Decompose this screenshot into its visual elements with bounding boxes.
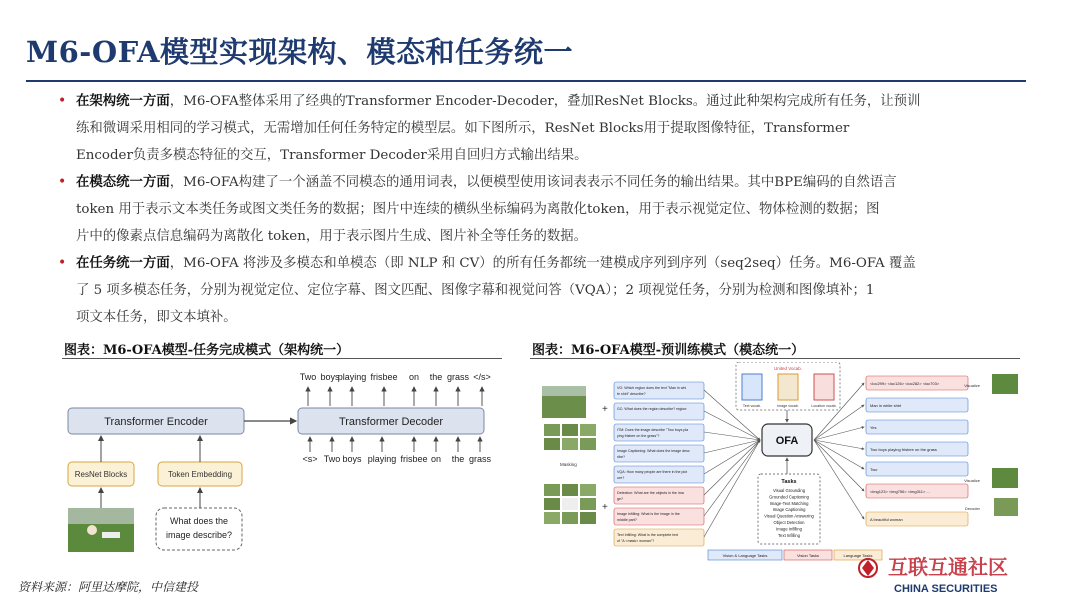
input-token: grass xyxy=(468,454,492,464)
vocab-image-label: Image vocab. xyxy=(777,404,799,408)
figure-caption-left: 图表：M6-OFA模型-任务完成模式（架构统一） xyxy=(64,343,350,358)
input-token: playing xyxy=(367,454,397,464)
task-input-text: VQA: How many people are there in the pict xyxy=(617,470,688,474)
task-output-box xyxy=(866,462,968,476)
task-input-text-cont: ure? xyxy=(617,476,625,480)
input-token: on xyxy=(430,454,442,464)
output-connector xyxy=(814,427,864,440)
architecture-diagram xyxy=(62,362,502,562)
bullet-dot-icon: • xyxy=(58,174,67,190)
title-divider xyxy=(26,80,1026,82)
output-token: grass xyxy=(446,372,470,382)
question-bubble xyxy=(156,508,242,550)
task-input-text: Text Infilling: What is the complete text xyxy=(617,533,679,537)
task-input-text-cont: of "A <mask> woman"? xyxy=(617,539,655,543)
bullet-lead: 在架构统一方面 xyxy=(76,93,170,109)
task-item: Text Infilling xyxy=(778,532,800,538)
question-line-1: What does the xyxy=(169,516,229,526)
output-token: Two xyxy=(299,372,317,382)
input-connector xyxy=(704,432,760,440)
image-grid-bottom xyxy=(544,484,596,524)
vocab-text-label: Text vocab. xyxy=(742,404,762,408)
task-input-text-cont: ribe? xyxy=(617,455,625,459)
logo-bottom-text: CHINA SECURITIES xyxy=(894,583,998,595)
caption-rule-left xyxy=(62,358,502,359)
input-token: the xyxy=(451,454,465,464)
unified-vocab-label: United Vocab. xyxy=(773,366,803,371)
input-tokens xyxy=(302,437,491,464)
figure-caption-right: 图表：M6-OFA模型-预训练模式（模态统一） xyxy=(532,343,805,358)
masking-label: Masking xyxy=(560,462,577,467)
source-note: 资料来源：阿里达摩院，中信建投 xyxy=(18,580,199,594)
task-item: Image Infilling xyxy=(776,526,802,532)
task-output-text: <img123> <img756> <img311> ... xyxy=(870,489,930,494)
output-tokens xyxy=(300,372,491,406)
task-output-text: Two boys playing frisbee on the grass xyxy=(870,447,937,452)
visualize-label-top: Visualize xyxy=(964,383,980,388)
bullet-text: ，M6-OFA 将涉及多模态和单模态（即 NLP 和 CV）的所有任务都统一建模成序列到序列（seq2seq）任务。M6-OFA 覆盖 xyxy=(169,256,916,271)
input-token: Two xyxy=(323,454,341,464)
task-input-text-cont: ying frisbee on the grass"? xyxy=(617,434,660,438)
output-token: playing xyxy=(337,372,367,382)
bullet-text: Encoder负责多模态特征的交互，Transformer Decoder采用自回归方式输出结果。 xyxy=(76,148,588,163)
task-input-box xyxy=(614,424,704,441)
task-item: Visual Grounding xyxy=(772,488,806,493)
pretraining-diagram xyxy=(540,362,1020,574)
resnet-label: ResNet Blocks xyxy=(74,470,128,479)
vocab-location-label: Location vocab. xyxy=(811,404,837,408)
task-input-box xyxy=(614,529,704,546)
svg-text:+: + xyxy=(602,404,608,415)
task-output-text: A beautiful woman xyxy=(870,517,903,522)
bullet-lead: 在模态统一方面 xyxy=(76,174,170,190)
bullet-text: 了 5 项多模态任务，分别为视觉定位、定位字幕、图文匹配、图像字幕和视觉问答（VQA）；2 项视觉任务，分别为检测和图像填补；1 xyxy=(76,283,875,298)
image-grid-top xyxy=(542,386,596,450)
bullet-text: 练和微调采用相同的学习模式，无需增加任何任务特定的模型层。如下图所示，ResNet Blocks用于提取图像特征，Transformer xyxy=(76,121,850,136)
logo-top-text: 互联互通社区 xyxy=(888,557,1008,579)
task-input-text: Detection: What are the objects in the ima xyxy=(617,491,684,495)
brand-logo xyxy=(854,548,1054,600)
output-token: frisbee xyxy=(370,372,398,382)
output-token: on xyxy=(408,372,420,382)
svg-text:+: + xyxy=(602,502,608,513)
task-item: Grounded Captioning xyxy=(769,494,809,500)
task-input-text-cont: middle part? xyxy=(617,518,637,522)
task-input-box xyxy=(614,382,704,399)
task-item: Visual Question Answering xyxy=(764,513,814,519)
output-token: boys xyxy=(320,372,340,382)
bullet-modality xyxy=(56,169,1026,250)
visualize-label-bottom: Visualize xyxy=(964,478,980,483)
tasks-title: Tasks xyxy=(781,479,797,485)
token-embedding-label: Token Embedding xyxy=(167,470,233,479)
output-token: </s> xyxy=(473,372,491,382)
legend-vision-label: Vision Tasks xyxy=(796,553,820,558)
task-input-box xyxy=(614,445,704,462)
input-connector xyxy=(704,440,760,516)
task-input-box xyxy=(614,508,704,525)
task-input-text: GC: What does the region describe? region: xyxy=(617,407,688,411)
caption-rule-right xyxy=(530,358,1020,359)
task-input-box xyxy=(614,466,704,483)
bullet-text: ，M6-OFA构建了一个涵盖不同模态的通用词表，以便模型使用该词表表示不同任务的输出结果。其中BPE编码的自然语言 xyxy=(169,175,897,190)
task-input-text: Image Captioning: What does the image desc xyxy=(617,449,690,453)
task-item: Image-Text Matching xyxy=(769,500,809,506)
bullet-lead: 在任务统一方面 xyxy=(76,255,170,271)
legend-vl-label: Vision & Language Tasks xyxy=(722,553,768,558)
input-connector xyxy=(704,440,760,474)
bullet-list xyxy=(56,88,1026,331)
input-token: boys xyxy=(342,454,362,464)
task-item: Object Detection xyxy=(773,520,805,525)
bullet-text: ，M6-OFA整体采用了经典的Transformer Encoder-Decoder，叠加ResNet Blocks。通过此种架构完成所有任务，让预训 xyxy=(169,94,921,109)
task-output-text: Man in white shirt xyxy=(870,403,902,408)
task-output-text: Two xyxy=(870,467,878,472)
bullet-task xyxy=(56,250,1026,331)
output-token: the xyxy=(429,372,443,382)
visualize-image-top xyxy=(992,374,1018,394)
decoder-small-label: Decoder xyxy=(964,506,980,511)
ofa-label: OFA xyxy=(775,435,799,447)
task-output-box xyxy=(866,420,968,434)
page-title: M6-OFA模型实现架构、模态和任务统一 xyxy=(26,35,573,69)
task-input-box xyxy=(614,487,704,504)
bullet-text: 项文本任务，即文本填补。 xyxy=(76,310,237,325)
task-output-text: Yes xyxy=(870,425,877,430)
bullet-text: token 用于表示文本类任务或图文类任务的数据；图片中连续的横纵坐标编码为离散化token，用于表示视觉定位、物体检测的数据；图 xyxy=(76,202,880,217)
input-token: frisbee xyxy=(400,454,428,464)
bullet-architecture xyxy=(56,88,1026,169)
output-connector xyxy=(814,440,864,519)
encoder-label: Transformer Encoder xyxy=(104,416,208,428)
input-connector xyxy=(704,440,760,495)
bullet-dot-icon: • xyxy=(58,93,67,109)
decoder-image xyxy=(994,498,1018,516)
question-line-2: image describe? xyxy=(165,530,233,540)
legend-language-label: Language Tasks xyxy=(843,553,873,558)
input-token: <s> xyxy=(302,454,318,464)
task-input-text: ITM: Does the image describe "Two boys pla xyxy=(617,428,689,432)
input-connector xyxy=(704,440,760,537)
task-item: Image Captioning xyxy=(772,507,806,513)
bullet-dot-icon: • xyxy=(58,255,67,271)
task-output-text: <loc299> <loc126> <loc282> <loc703> xyxy=(870,381,940,386)
task-input-text: Image Infilling: What is the image in the xyxy=(617,512,680,516)
task-input-text: VG: Which region does the text "Man in whi xyxy=(617,386,687,390)
task-input-box xyxy=(614,403,704,420)
decoder-label: Transformer Decoder xyxy=(338,416,444,428)
task-input-text-cont: te shirt" describe? xyxy=(617,392,646,396)
bullet-text: 片中的像素点信息编码为离散化 token，用于表示图片生成、图片补全等任务的数据。 xyxy=(76,229,588,244)
task-input-text-cont: ge? xyxy=(617,497,623,501)
visualize-image-bottom xyxy=(992,468,1018,488)
